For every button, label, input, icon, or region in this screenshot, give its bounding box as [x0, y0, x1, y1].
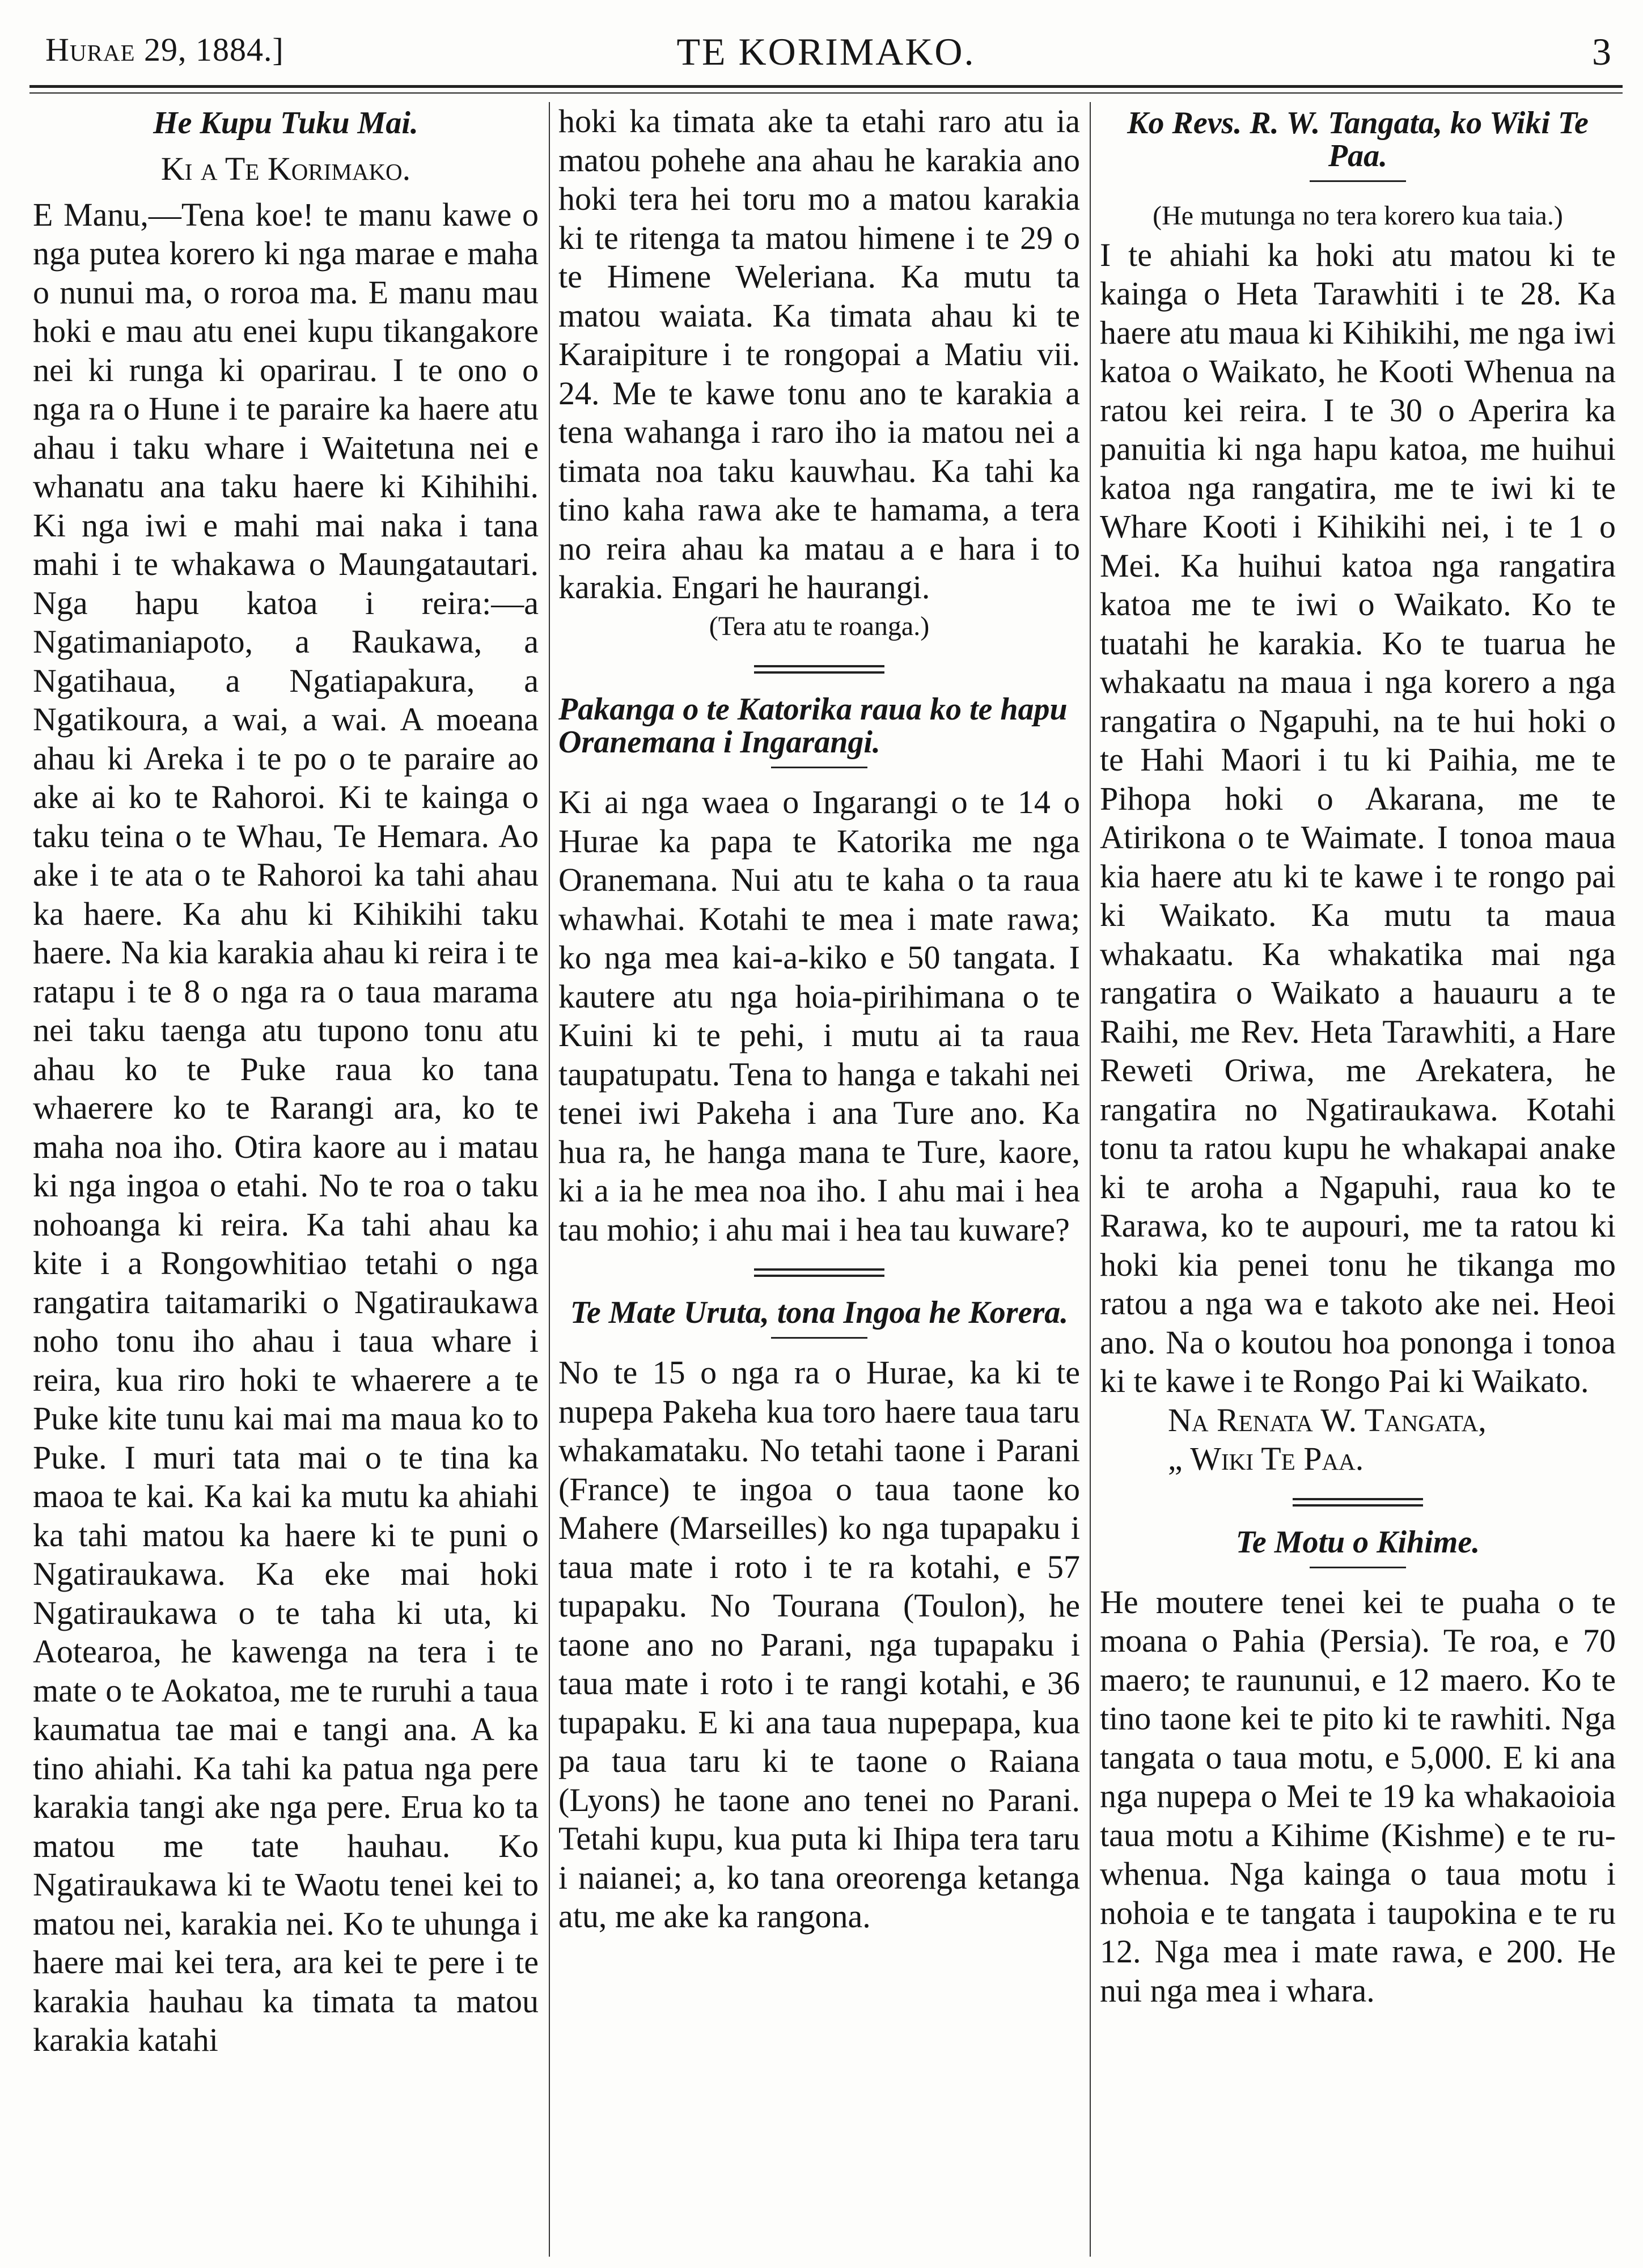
newspaper-title: TE KORIMAKO.	[676, 30, 976, 73]
signature: „ Wiki Te Paa.	[1168, 1440, 1364, 1477]
heading-rule	[1310, 180, 1406, 182]
column-2	[558, 102, 1080, 2257]
article-body: Ki ai nga waea o Ingarangi o te 14 o Hurae ka papa te Katorika me nga Oranemana. Nui atu te kaha o ta raua whawhai. Kotahi te mea i mate rawa; ko nga mea kai-a-kiko e 50 tangata. I kautere atu nga hoia-pirihimana o te Kuini ki te pehi, i mutu ai ta raua taupatupatu. Tena to hanga e takahi nei tenei iwi Pakeha i ana Ture ano. Ka hua ra, he hanga mana te Ture, kaore, ki a ia he mea noa iho. I ahu mai i hea tau mohio; i ahu mai i hea tau kuware?	[558, 784, 1080, 1248]
column-divider	[549, 102, 550, 2257]
section-separator	[754, 665, 884, 674]
header-rule-thin	[29, 92, 1623, 94]
continued-note: (Tera atu te roanga.)	[709, 611, 930, 641]
article-heading: Ko Revs. R. W. Tangata, ko Wiki Te Paa.	[1127, 105, 1589, 174]
issue-date: Hurae 29, 1884.]	[45, 31, 284, 68]
salutation: Ki a Te Korimako.	[160, 150, 411, 187]
article-body: No te 15 o nga ra o Hurae, ka ki te nupepa Pakeha kua toro haere taua taru whakamataku. No tetahi taone i Parani (France) te ingoa o taua taone ko Mahere (Marseilles) ko nga tupapaku i taua mate i roto i te ra kotahi, e 57 tupapaku. No Tourana (Toulon), he taone ano no Parani, nga tupapaku i taua mate i roto i te rangi kotahi, e 36 tupapaku. E ki ana taua nupepapa, kua pa taua taru ki te taone o Raiana (Lyons) he taone ano tenei no Parani. Tetahi kupu, kua puta ki Ihipa tera taru i naianei; a, ko tana oreorenga ketanga atu, me ake ka rangona.	[558, 1354, 1080, 1935]
heading-rule	[771, 1337, 867, 1339]
article-heading: Te Mate Uruta, tona Ingoa he Korera.	[570, 1295, 1069, 1330]
signature: Na Renata W. Tangata,	[1168, 1401, 1487, 1438]
article-heading: Te Motu o Kihime.	[1235, 1524, 1480, 1560]
page-header	[29, 23, 1623, 74]
heading-rule	[771, 767, 867, 768]
article-heading: Pakanga o te Katorika raua ko te hapu Oranemana i Ingarangi.	[558, 692, 1068, 760]
column-1	[33, 102, 539, 2257]
heading-rule	[1310, 1567, 1406, 1568]
column-3	[1100, 102, 1616, 2257]
article-body-continued: hoki ka timata ake ta etahi raro atu ia matou pohehe ana ahau he karakia ano hoki tera hei toru mo a matou karakia ki te ritenga ta matou himene i te 29 o te Himene Weleriana. Ka mutu ta matou waiata. Ka timata ahau ki te Karaipiture i te rongopai a Matiu vii. 24. Me te kawe tonu ano te karakia a tena wahanga i raro iho ia matou nei a timata noa taku kauwhau. Ka tahi ka tino kaha rawa ake te hamama, a tera no reira ahau ka matau a e hara i to karakia. Engari he haurangi.	[558, 103, 1080, 606]
article-body: E Manu,—Tena koe! te manu kawe o nga putea korero ki nga marae e maha o nunui ma, o roroa ma. E manu mau hoki e mau atu enei kupu tikangakore nei ki runga ki oparirau. I te ono o nga ra o Hune i te paraire ka haere atu ahau i taku whare i Waitetuna nei e whanatu ana taku haere ki Kihihihi. Ki nga iwi e mahi mai naka i tana mahi i te whakawa o Maungatautari. Nga hapu katoa i reira:—a Ngatimaniapoto, a Raukawa, a Ngatihaua, a Ngatiapakura, a Ngatikoura, a wai, a wai. A moeana ahau ki Areka i te po o te paraire ao ake ai ko te Rahoroi. Ki te kainga o taku teina o te Whau, Te Hemara. Ao ake i te ata o te Rahoroi ka tahi ahau ka haere. Ka ahu ki Kihikihi taku haere. Na kia karakia ahau ki reira i te ratapu i te 8 o nga ra o taua marama nei taku taenga atu tupono tonu atu ahau ko te Puke raua ko tana whaerere ko te Rarangi ara, ko te maha noa iho. Otira kaore au i matau ki nga ingoa o etahi. No te roa o taku nohoanga ki reira. Ka tahi ahau ka kite i a Rongowhitiao tetahi o nga rangatira taitamariki o Ngatiraukawa noho tonu iho ahau i taua whare i reira, kua riro hoki te whaerere a te Puke kite tunu kai mai ma maua ko to Puke. I muri tata mai o te tina ka maoa te kai. Ka kai ka mutu ka ahiahi ka tahi matou ka haere ki te puni o Ngatiraukawa. Ka eke mai hoki Ngatiraukawa o te taha ki uta, ki Aotearoa, he kawenga na tera i te mate o te Aokatoa, me te ruruhi a taua kaumatua tae mai e tangi ana. A ka tino ahiahi. Ka tahi ka patua nga pere karakia tangi ake nga pere. Erua ko ta matou me tate hauhau. Ko Ngatiraukawa ki te Waotu tenei kei to matou nei, karakia nei. Ko te uhunga i haere mai kei tera, ara kei te pere i te karakia hauhau ka timata ta matou karakia katahi	[33, 196, 539, 2058]
article-heading: He Kupu Tuku Mai.	[153, 105, 418, 141]
article-body: I te ahiahi ka hoki atu matou ki te kainga o Heta Tarawhiti i te 28. Ka haere atu maua ki Kihikihi, me nga iwi katoa o Waikato, he Kooti Whenua na ratou kei reira. I te 30 o Aperira ka panuitia ki nga hapu katoa, me huihui katoa nga rangatira, me te iwi ki te Whare Kooti i Kihikihi nei, i te 1 o Mei. Ka huihui katoa nga rangatira katoa me te iwi o Waikato. Ko te tuatahi he karakia. Ko te tuarua he whakaatu na maua i nga korero a nga rangatira o Ngapuhi, na te hui hoki o te Hahi Maori i tu ki Paihia, me te Pihopa hoki o Akarana, me te Atirikona o te Waimate. I tonoa maua kia haere atu ki te kawe i te rongo pai ki Waikato. Ka mutu ta maua whakaatu. Ka whakatika mai nga rangatira o Waikato a hauauru a te Raihi, me Rev. Heta Tarawhiti, a Hare Reweti Oriwa, me Arekatera, he rangatira no Ngatiraukawa. Kotahi tonu ta ratou kupu he whakapai anake ki te aroha a Ngapuhi, raua ko te Rarawa, ko te aupouri, me ta ratou ki hoki kia penei tonu he tikanga mo ratou a nga wa e takoto ake nei. Heoi ano. Na o koutou hoa pononga i tonoa ki te kawe i te Rongo Pai ki Waikato.	[1100, 236, 1616, 1399]
article-body: He moutere tenei kei te puaha o te moana o Pahia (Persia). Te roa, e 70 maero; te raununui, e 12 maero. Ko te tino taone kei te pito ki te rawhiti. Nga tangata o taua motu, e 5,000. E ki ana nga nupepa o Mei te 19 ka whakaoioia taua motu a Kihime (Kishme) e te ru-whenua. Nga kainga o taua motu i nohoia e te tangata i taupokina e te ru 12. Nga mea i mate rawa, e 200. He nui nga mea i whara.	[1100, 1583, 1616, 2009]
page-number: 3	[1592, 30, 1611, 73]
section-separator	[754, 1268, 884, 1277]
header-rule-thick	[29, 85, 1623, 88]
column-divider	[1090, 102, 1091, 2257]
article-subnote: (He mutunga no tera korero kua taia.)	[1153, 201, 1563, 231]
section-separator	[1293, 1498, 1423, 1507]
